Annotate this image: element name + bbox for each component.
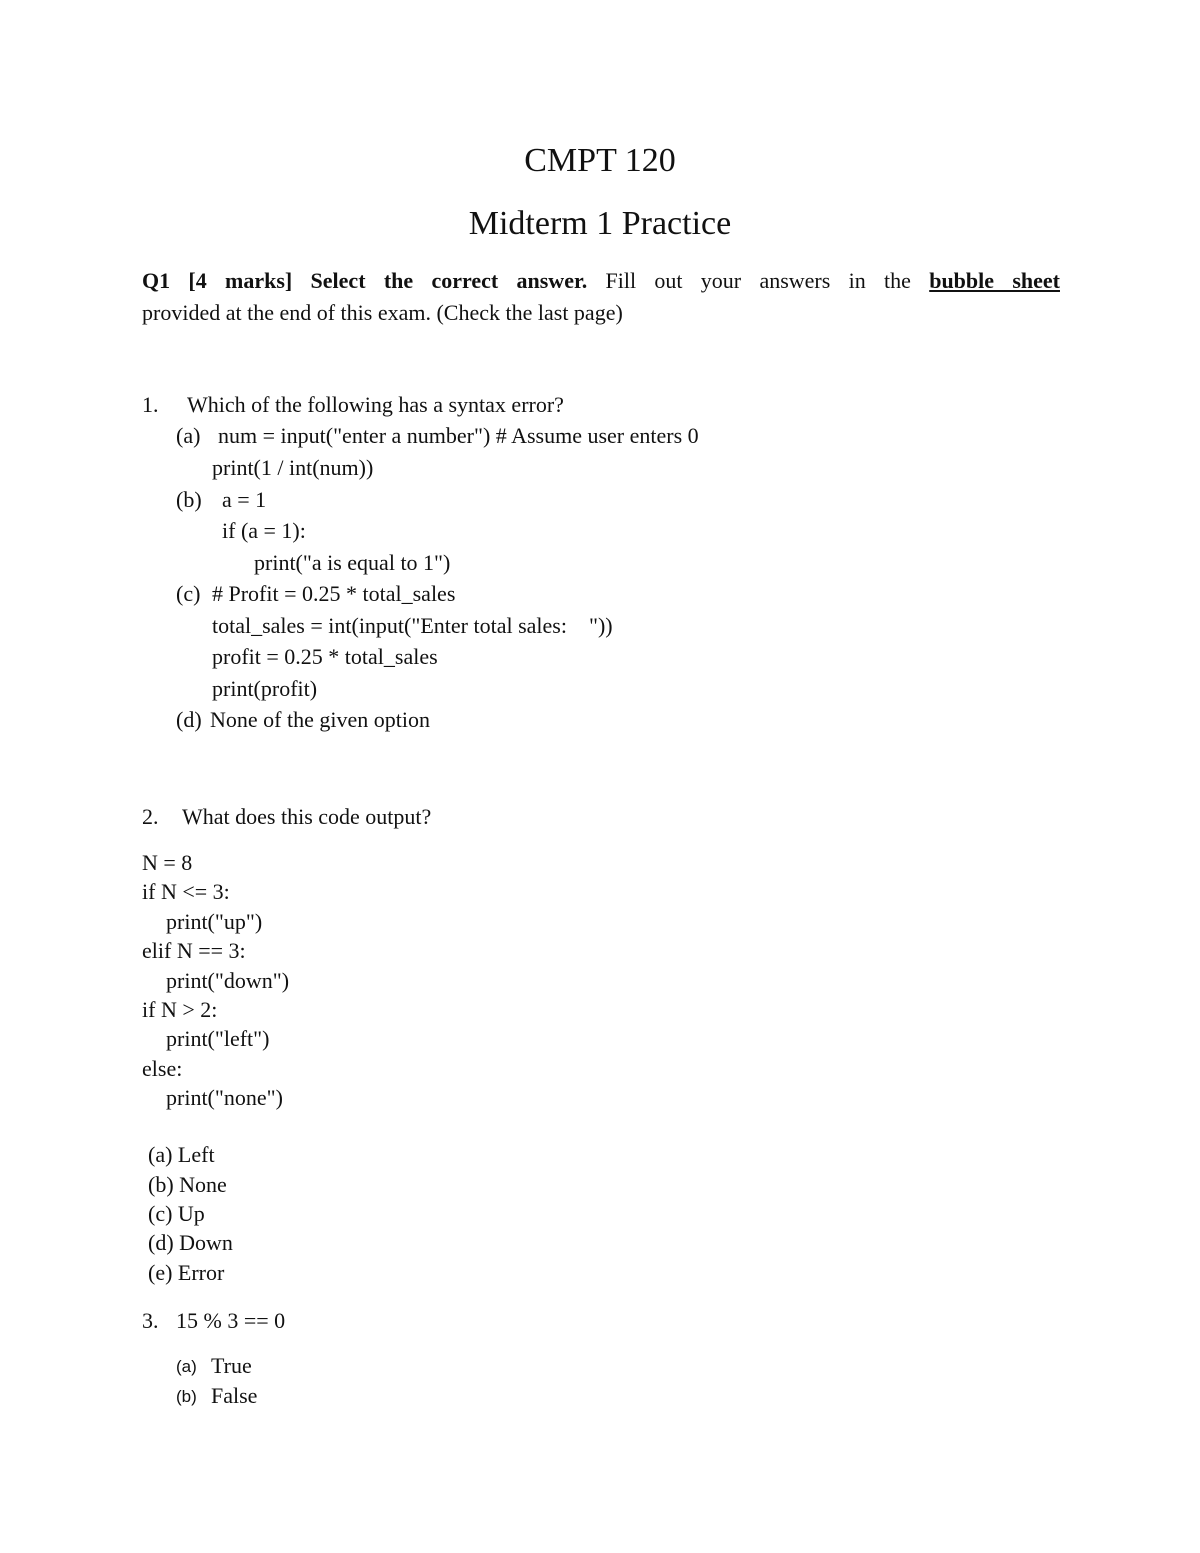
q2-code-line: print("down") [166, 968, 290, 993]
q1-option-c-line1: # Profit = 0.25 * total_sales [212, 581, 456, 606]
q1-option-c-label: (c) [176, 581, 201, 606]
q3-option-b-text: False [211, 1383, 258, 1408]
q2-option: (b) None [148, 1172, 227, 1197]
q1-question: Which of the following has a syntax error? [187, 392, 564, 417]
q2-code-line: if N > 2: [142, 997, 218, 1022]
q1-option-c-line4: print(profit) [212, 676, 318, 701]
q1-option-c-line2: total_sales = int(input("Enter total sales: ")) [212, 613, 613, 638]
q1-option-d-line1: None of the given option [210, 707, 430, 732]
course-title: CMPT 120 [524, 142, 676, 179]
q2-option: (a) Left [148, 1142, 215, 1167]
q1-number: 1. [142, 392, 159, 417]
q2-code-line: N = 8 [142, 850, 193, 875]
q3-number: 3. [142, 1308, 159, 1333]
q1-option-b-line2: if (a = 1): [222, 518, 306, 543]
instructions-text: Fill out your answers in the [587, 268, 930, 293]
q1-option-b-line1: a = 1 [222, 487, 267, 512]
q1-option-c-line3: profit = 0.25 * total_sales [212, 644, 438, 669]
q2-code-line: print("left") [166, 1026, 270, 1051]
q1-option-a-line1: num = input("enter a number") # Assume user enters 0 [218, 423, 699, 448]
q2-option: (c) Up [148, 1201, 205, 1226]
q2-code-line: elif N == 3: [142, 938, 246, 963]
q1-option-a-label: (a) [176, 423, 201, 448]
q2-code-line: else: [142, 1056, 183, 1081]
instructions-line1 [142, 265, 1060, 297]
q2-option: (d) Down [148, 1230, 233, 1255]
q3-question: 15 % 3 == 0 [176, 1308, 286, 1333]
q1-option-a-line2: print(1 / int(num)) [212, 455, 374, 480]
q2-option: (e) Error [148, 1260, 225, 1285]
q3-option-a-label: (a) [176, 1357, 197, 1376]
q1-option-d-label: (d) [176, 707, 202, 732]
q1-option-b-line3: print("a is equal to 1") [254, 550, 451, 575]
question-label: Q1 [4 marks] Select the correct answer. [142, 268, 588, 293]
q2-code-line: print("up") [166, 909, 263, 934]
exam-subtitle: Midterm 1 Practice [468, 205, 732, 242]
bubble-sheet-emphasis: bubble sheet [929, 268, 1060, 293]
q3-option-b-label: (b) [176, 1387, 197, 1406]
q1-option-b-label: (b) [176, 487, 202, 512]
q2-code-line: print("none") [166, 1085, 283, 1110]
q2-code-line: if N <= 3: [142, 879, 230, 904]
q3-option-a-text: True [211, 1353, 252, 1378]
q2-number: 2. [142, 804, 159, 829]
q2-question: What does this code output? [182, 804, 432, 829]
instructions-line2: provided at the end of this exam. (Check the last page) [142, 300, 623, 325]
